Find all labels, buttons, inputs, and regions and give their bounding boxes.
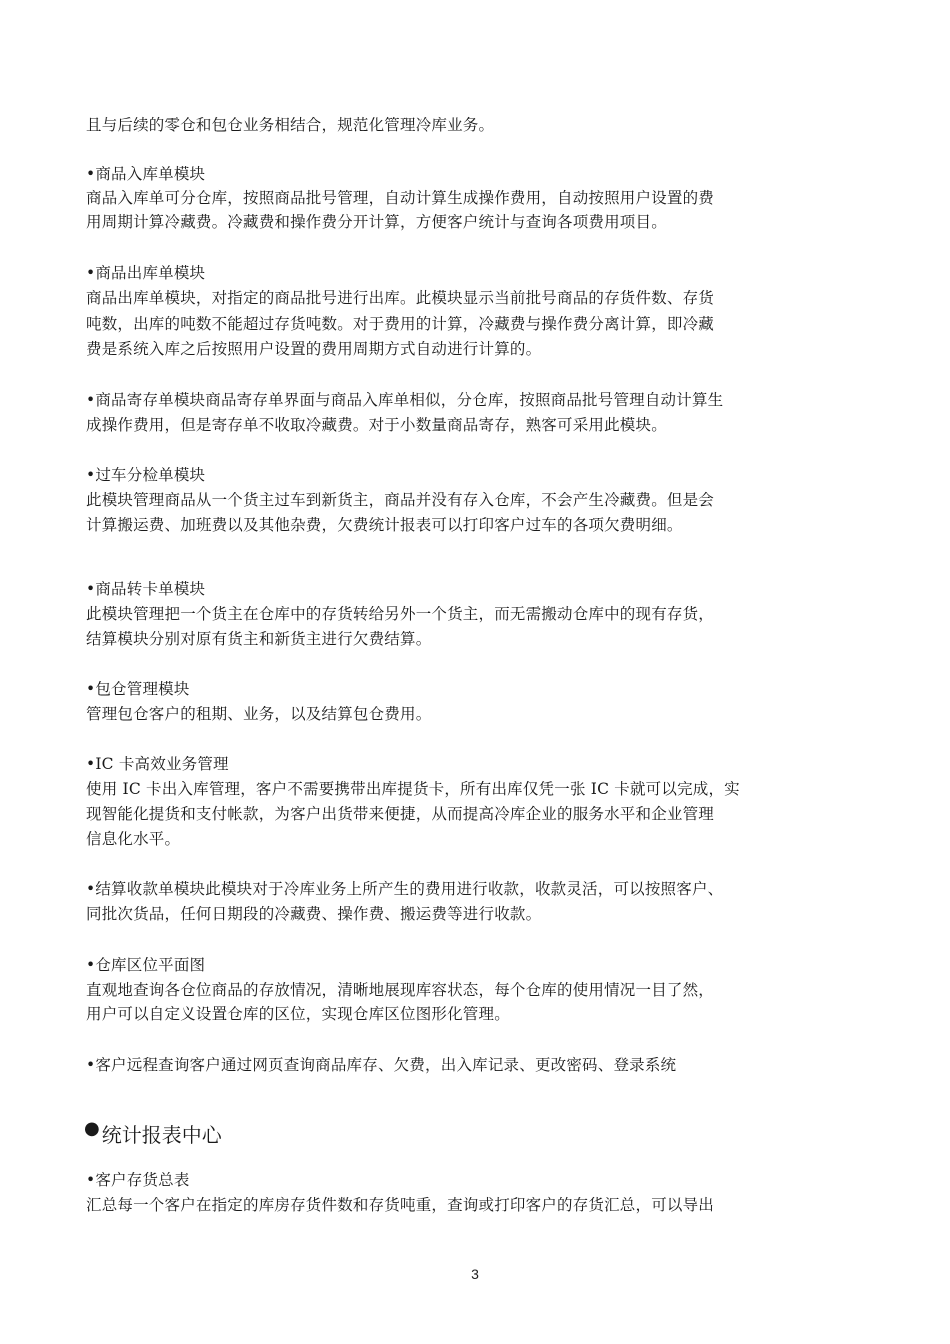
report-center-title: 统计报表中心 xyxy=(101,1123,222,1147)
section-heading-ic-card: •IC 卡高效业务管理 xyxy=(86,755,229,773)
section-heading-outbound: •商品出库单模块 xyxy=(86,264,206,282)
section-heading-lease: •包仓管理模块 xyxy=(86,680,190,698)
section-text-line: 管理包仓客户的租期、业务，以及结算包仓费用。 xyxy=(86,705,432,723)
section-text-line: 成操作费用，但是寄存单不收取冷藏费。对于小数量商品寄存，熟客可采用此模块。 xyxy=(86,416,667,434)
intro-line: 且与后续的零仓和包仓业务相结合，规范化管理冷库业务。 xyxy=(86,116,495,134)
section-heading-inbound: •商品入库单模块 xyxy=(86,165,206,183)
section-text-line: 汇总每一个客户在指定的库房存货件数和存货吨重，查询或打印客户的存货汇总，可以导出 xyxy=(86,1196,715,1214)
section-text-line: 商品入库单可分仓库，按照商品批号管理，自动计算生成操作费用，自动按照用户设置的费 xyxy=(86,189,715,207)
report-center-heading xyxy=(84,1118,222,1150)
section-text-line: 用户可以自定义设置仓库的区位，实现仓库区位图形化管理。 xyxy=(86,1005,510,1023)
section-text-line: •结算收款单模块此模块对于冷库业务上所产生的费用进行收款，收款灵活，可以按照客户、 xyxy=(86,880,724,898)
section-text-line: 计算搬运费、加班费以及其他杂费，欠费统计报表可以打印客户过车的各项欠费明细。 xyxy=(86,516,683,534)
section-text-line: 结算模块分别对原有货主和新货主进行欠费结算。 xyxy=(86,630,432,648)
section-heading-floor-plan: •仓库区位平面图 xyxy=(86,956,206,974)
section-heading-customer-stock: •客户存货总表 xyxy=(86,1171,190,1189)
section-text-line: 商品出库单模块，对指定的商品批号进行出库。此模块显示当前批号商品的存货件数、存货 xyxy=(86,289,715,307)
page-number: 3 xyxy=(471,1266,479,1282)
section-text-line: 直观地查询各仓位商品的存放情况，清晰地展现库容状态，每个仓库的使用情况一目了然， xyxy=(86,981,715,999)
section-text-line: 现智能化提货和支付帐款，为客户出货带来便捷，从而提高冷库企业的服务水平和企业管理 xyxy=(86,805,715,823)
section-text-line: 用周期计算冷藏费。冷藏费和操作费分开计算，方便客户统计与查询各项费用项目。 xyxy=(86,213,667,231)
section-heading-card-transfer: •商品转卡单模块 xyxy=(86,580,206,598)
section-text-line: 吨数，出库的吨数不能超过存货吨数。对于费用的计算，冷藏费与操作费分离计算，即冷藏 xyxy=(86,315,715,333)
section-text-line: •商品寄存单模块商品寄存单界面与商品入库单相似，分仓库，按照商品批号管理自动计算生 xyxy=(86,391,724,409)
section-text-line: 使用 IC 卡出入库管理，客户不需要携带出库提货卡，所有出库仅凭一张 IC 卡就可以完成，实 xyxy=(86,780,740,798)
section-text-line: 同批次货品，任何日期段的冷藏费、操作费、搬运费等进行收款。 xyxy=(86,905,542,923)
section-heading-transfer-truck: •过车分检单模块 xyxy=(86,466,206,484)
section-text-line: •客户远程查询客户通过网页查询商品库存、欠费，出入库记录、更改密码、登录系统 xyxy=(86,1056,677,1074)
section-text-line: 费是系统入库之后按照用户设置的费用周期方式自动进行计算的。 xyxy=(86,340,542,358)
section-text-line: 信息化水平。 xyxy=(86,830,181,848)
bullet-icon: ● xyxy=(84,1118,100,1139)
section-text-line: 此模块管理商品从一个货主过车到新货主，商品并没有存入仓库，不会产生冷藏费。但是会 xyxy=(86,491,715,509)
section-text-line: 此模块管理把一个货主在仓库中的存货转给另外一个货主，而无需搬动仓库中的现有存货， xyxy=(86,605,715,623)
